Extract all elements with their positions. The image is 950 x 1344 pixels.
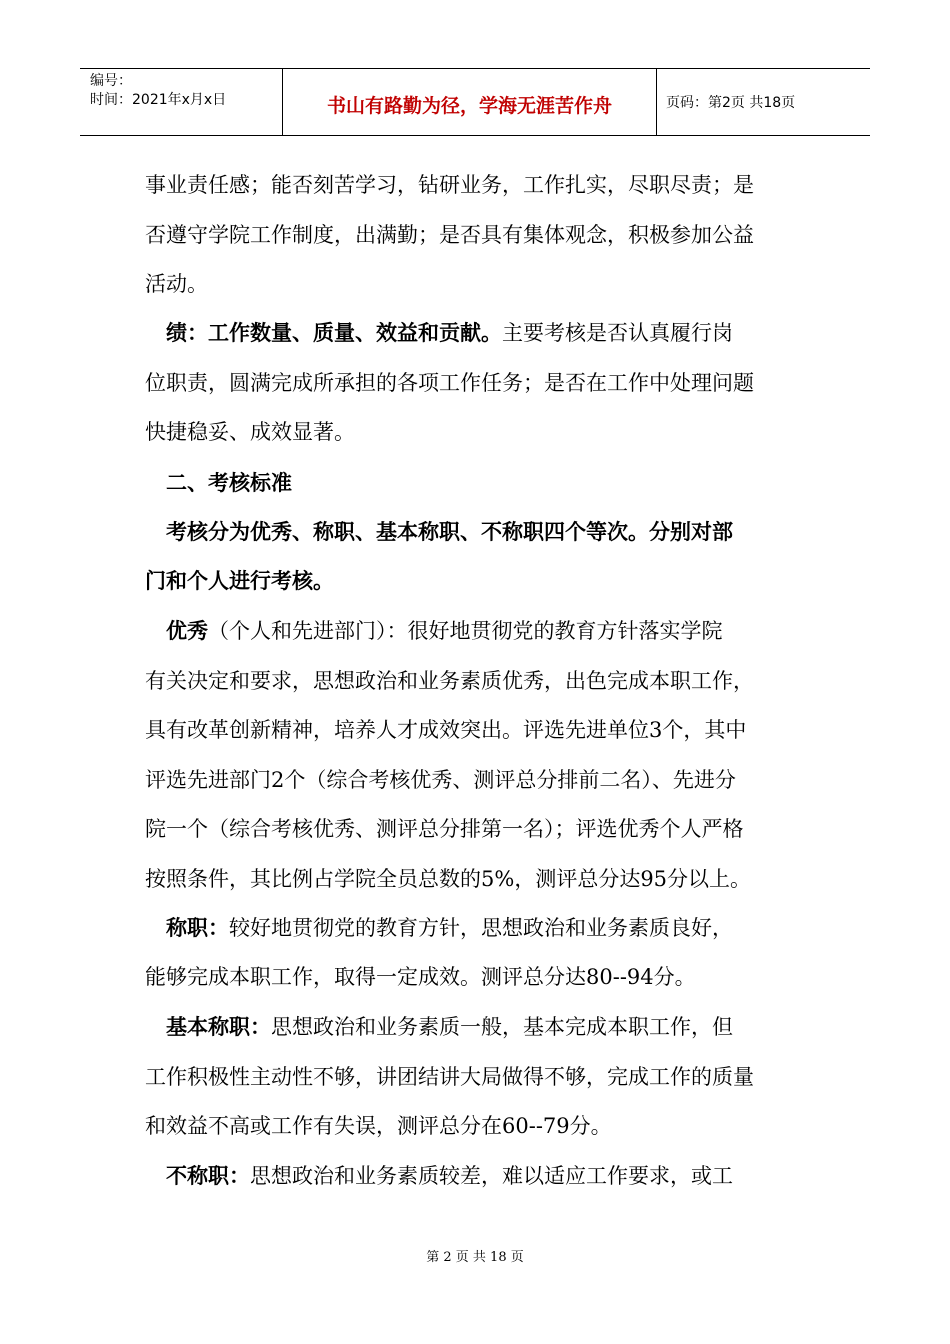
- body-line: [145, 963, 696, 991]
- bold-text: 门和个人进行考核。: [145, 568, 334, 593]
- body-text: 思想政治和业务素质一般，基本完成本职工作，但: [271, 1015, 733, 1039]
- header-page-info: 页码：第2页 共18页: [666, 95, 796, 111]
- body-line: [145, 766, 736, 794]
- header-left-cell: [80, 69, 283, 135]
- body-text: （个人和先进部门）：很好地贯彻党的教育方针落实学院: [208, 619, 723, 643]
- body-line: [145, 319, 733, 347]
- body-text: 较好地贯彻党的教育方针，思想政治和业务素质良好，: [229, 916, 733, 940]
- body-text: 快捷稳妥、成效显著。: [145, 420, 355, 444]
- body-line: [145, 369, 754, 397]
- body-text: 评选先进部门2个（综合考核优秀、测评总分排前二名）、先进分: [145, 768, 736, 792]
- body-line: [145, 171, 754, 199]
- body-line: [145, 1063, 754, 1091]
- bold-text: 优秀: [145, 618, 208, 643]
- header-middle-cell: [283, 69, 657, 135]
- body-line: [145, 1112, 612, 1140]
- body-line: [145, 567, 334, 595]
- body-line: [145, 469, 292, 497]
- body-text: 事业责任感；能否刻苦学习，钻研业务，工作扎实，尽职尽责；是: [145, 173, 754, 197]
- body-line: [145, 270, 208, 298]
- document-time-label: 时间：2021年x月x日: [90, 92, 227, 108]
- body-line: [145, 914, 733, 942]
- body-text: 主要考核是否认真履行岗: [502, 321, 733, 345]
- page-header: [80, 68, 870, 136]
- body-line: [145, 1013, 733, 1041]
- document-number-label: 编号：: [90, 73, 132, 89]
- body-line: [145, 865, 751, 893]
- bold-text: 绩：工作数量、质量、效益和贡献。: [145, 320, 502, 345]
- header-motto: 书山有路勤为径，学海无涯苦作舟: [326, 95, 612, 117]
- body-text: 否遵守学院工作制度，出满勤；是否具有集体观念，积极参加公益: [145, 223, 754, 247]
- bold-text: 称职：: [145, 915, 229, 940]
- body-line: [145, 418, 355, 446]
- body-text: 具有改革创新精神，培养人才成效突出。评选先进单位3个，其中: [145, 718, 747, 742]
- header-right-cell: [657, 69, 870, 135]
- body-line: [145, 518, 733, 546]
- body-text: 院一个（综合考核优秀、测评总分排第一名）；评选优秀个人严格: [145, 817, 744, 841]
- body-text: 位职责，圆满完成所承担的各项工作任务；是否在工作中处理问题: [145, 371, 754, 395]
- body-line: [145, 221, 754, 249]
- bold-text: 考核分为优秀、称职、基本称职、不称职四个等次。分别对部: [145, 519, 733, 544]
- body-text: 有关决定和要求，思想政治和业务素质优秀，出色完成本职工作，: [145, 669, 754, 693]
- body-line: [145, 815, 744, 843]
- body-text: 活动。: [145, 272, 208, 296]
- body-text: 和效益不高或工作有失误，测评总分在60--79分。: [145, 1114, 612, 1138]
- bold-text: 二、考核标准: [145, 470, 292, 495]
- body-text: 按照条件，其比例占学院全员总数的5%，测评总分达95分以上。: [145, 867, 752, 891]
- body-text: 能够完成本职工作，取得一定成效。测评总分达80--94分。: [145, 965, 696, 989]
- body-line: [145, 667, 754, 695]
- body-line: [145, 716, 746, 744]
- page-footer: 第 2 页 共 18 页: [426, 1250, 524, 1265]
- body-line: [145, 617, 723, 645]
- body-text: 思想政治和业务素质较差，难以适应工作要求，或工: [250, 1164, 733, 1188]
- bold-text: 基本称职：: [145, 1014, 271, 1039]
- body-text: 工作积极性主动性不够，讲团结讲大局做得不够，完成工作的质量: [145, 1065, 754, 1089]
- bold-text: 不称职：: [145, 1163, 250, 1188]
- body-line: [145, 1162, 733, 1190]
